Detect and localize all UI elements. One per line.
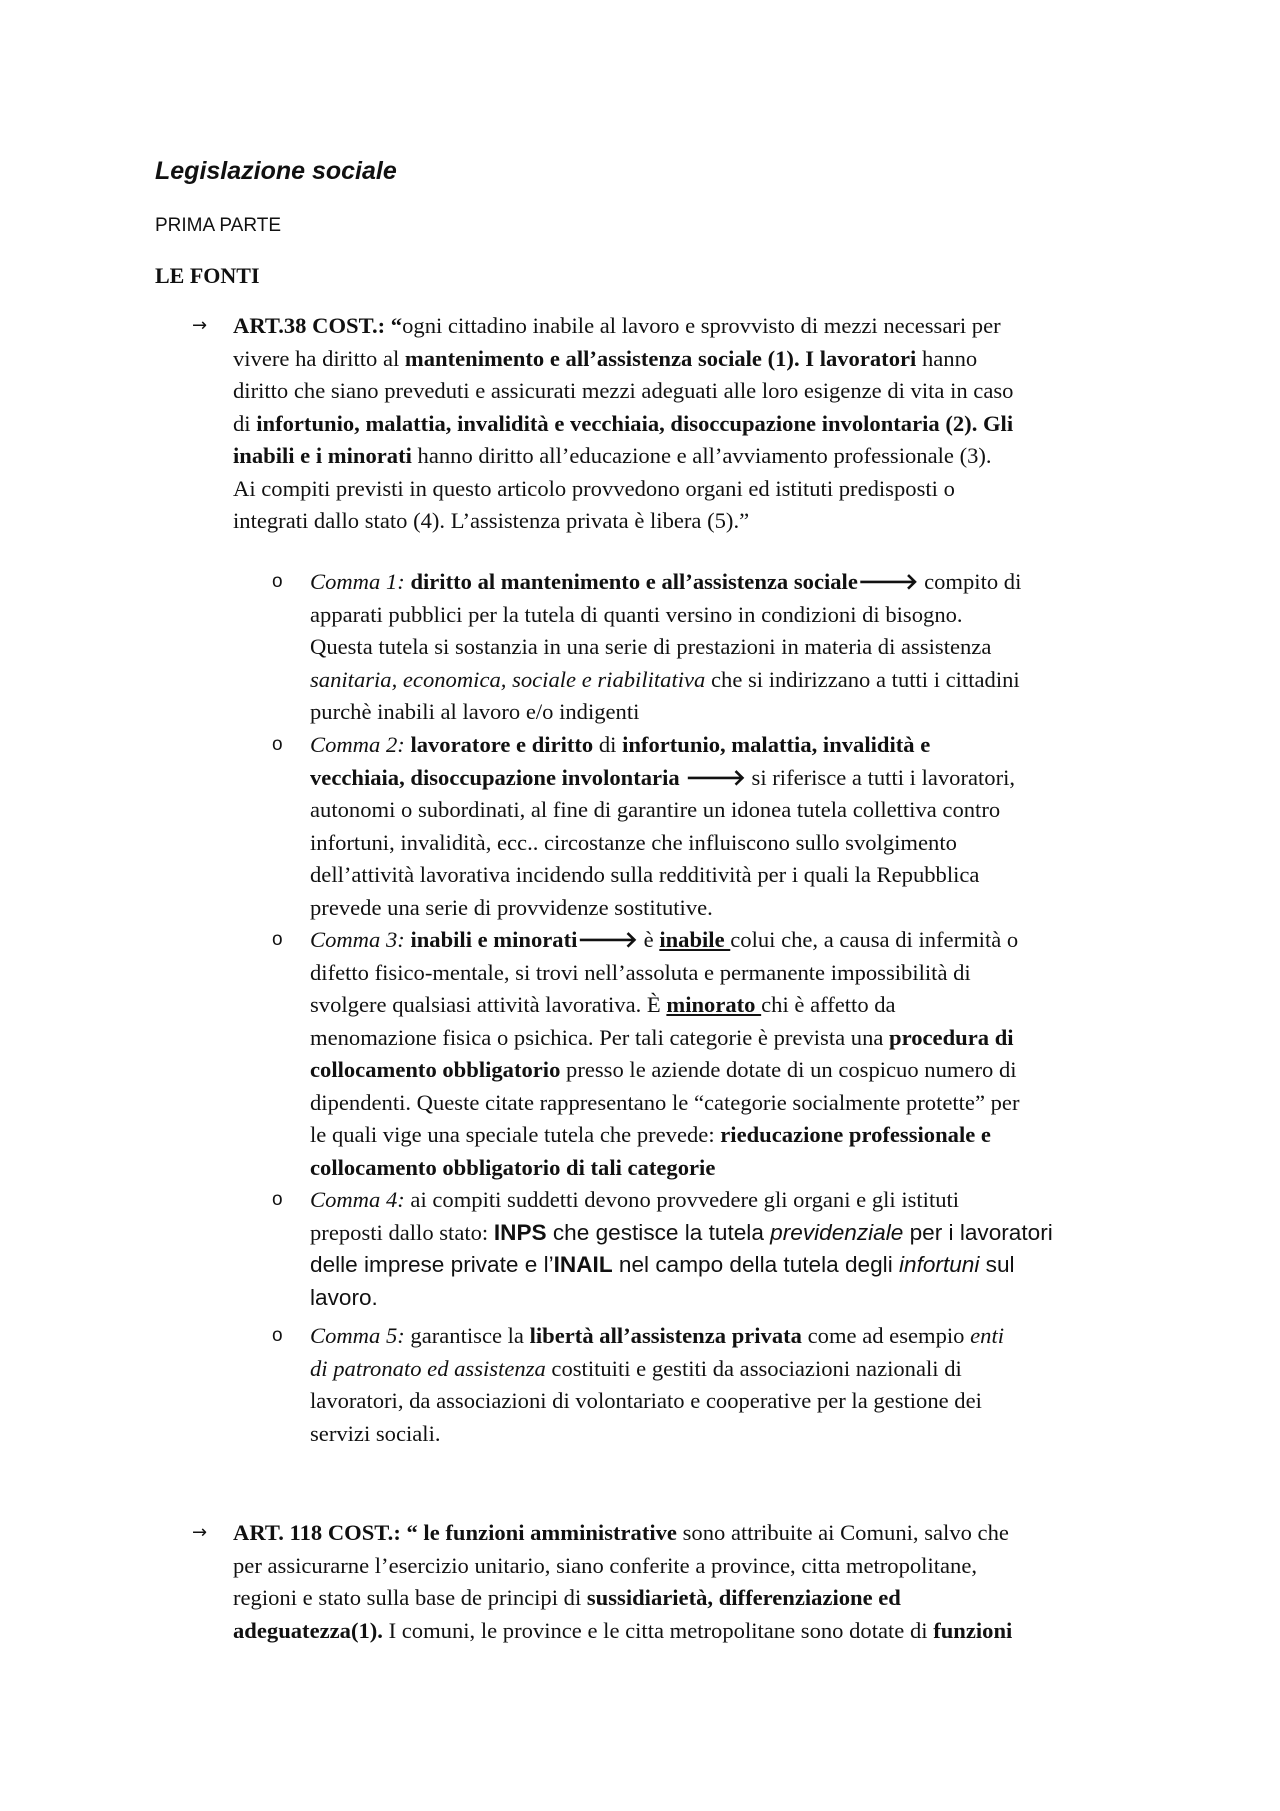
- text-run: per assicurarne l’esercizio unitario, siano conferite a province, citta metropolitane,: [233, 1552, 978, 1578]
- text-run: autonomi o subordinati, al fine di garantire un idonea tutela collettiva contro: [310, 797, 1001, 822]
- text-line: [233, 505, 1133, 538]
- text-run: Ai compiti previsti in questo articolo provvedono organi ed istituti predisposti o: [233, 475, 955, 501]
- text-line: [310, 1282, 1140, 1315]
- circle-bullet-icon: o: [272, 1189, 283, 1210]
- text-run: dipendenti. Queste citate rappresentano le “categorie socialmente protette” per: [310, 1089, 1020, 1115]
- text-run: sono attribuite ai Comuni, salvo che: [676, 1520, 1009, 1545]
- text-line: [310, 696, 1140, 729]
- text-line: [233, 1550, 1133, 1583]
- art38-text: [233, 310, 1133, 538]
- text-line: [233, 310, 1133, 343]
- text-run: Comma 4:: [310, 1187, 405, 1212]
- text-run: INPS: [493, 1219, 547, 1245]
- document-subtitle: PRIMA PARTE: [155, 215, 281, 236]
- circle-bullet-icon: o: [272, 929, 283, 950]
- text-run: garantisce la: [404, 1323, 530, 1348]
- text-run: sul: [979, 1252, 1015, 1277]
- text-run: servizi sociali.: [310, 1420, 441, 1446]
- text-line: [233, 375, 1133, 408]
- circle-bullet-icon: o: [272, 571, 283, 592]
- text-run: regioni e stato sulla base de principi di: [233, 1585, 587, 1610]
- text-run: diritto al mantenimento e all’assistenza sociale: [410, 569, 858, 594]
- text-line: [310, 1054, 1140, 1087]
- text-run: di patronato ed assistenza: [310, 1355, 546, 1381]
- text-line: [233, 473, 1133, 506]
- text-run: di: [593, 732, 623, 757]
- text-run: sanitaria, economica, sociale e riabilitativa: [310, 666, 706, 692]
- comma-2-item: [272, 729, 1140, 924]
- art118-paragraph: [192, 1517, 1133, 1647]
- comma-1-item: [272, 566, 1140, 729]
- text-line: [310, 1087, 1140, 1120]
- text-run: funzioni: [933, 1617, 1013, 1643]
- text-run: è: [637, 927, 660, 952]
- text-line: [310, 599, 1140, 632]
- text-line: [233, 408, 1133, 441]
- text-run: preposti dallo stato:: [310, 1219, 494, 1245]
- text-run: per i lavoratori: [903, 1219, 1053, 1245]
- comma-3-item: [272, 924, 1140, 1184]
- text-line: [310, 1353, 1140, 1386]
- text-line: [310, 1418, 1140, 1451]
- text-run: dell’attività lavorativa incidendo sulla redditività per i quali la Repubblica: [310, 862, 980, 887]
- text-run: come ad esempio: [801, 1323, 971, 1348]
- text-run: inabile: [659, 927, 731, 952]
- text-run: adeguatezza(1).: [233, 1617, 383, 1643]
- text-run: 🡒: [857, 569, 919, 594]
- text-run: collocamento obbligatorio: [310, 1057, 561, 1082]
- circle-bullet-icon: o: [272, 734, 283, 755]
- text-run: hanno diritto all’educazione e all’avviamento professionale (3).: [411, 443, 992, 468]
- text-run: Comma 3:: [310, 927, 405, 952]
- text-run: 🡒: [577, 927, 638, 952]
- text-run: infortunio, malattia, invalidità e vecchiaia, disoccupazione involontaria (2). Gli: [256, 410, 1014, 436]
- text-run: menomazione fisica o psichica. Per tali categorie è prevista una: [310, 1024, 890, 1050]
- text-run: vecchiaia, disoccupazione involontaria: [310, 764, 686, 790]
- text-line: [310, 794, 1140, 827]
- text-run: si riferisce a tutti i lavoratori,: [745, 764, 1016, 790]
- text-line: [310, 827, 1140, 860]
- text-line: [310, 631, 1140, 664]
- text-line: [310, 566, 1140, 599]
- text-line: [310, 924, 1140, 957]
- text-run: svolgere qualsiasi attività lavorativa. È: [310, 992, 667, 1017]
- text-line: [233, 1517, 1133, 1550]
- text-line: [310, 1385, 1140, 1418]
- text-line: [233, 1615, 1133, 1648]
- text-run: compito di: [918, 569, 1022, 594]
- text-run: 🡒: [685, 764, 746, 790]
- art38-paragraph: [192, 310, 1133, 538]
- text-run: lavoratori, da associazioni di volontariato e cooperative per la gestione dei: [310, 1388, 982, 1413]
- text-line: [310, 989, 1140, 1022]
- text-line: [310, 892, 1140, 925]
- text-run: lavoro.: [310, 1284, 378, 1310]
- text-run: vivere ha diritto al: [233, 345, 405, 371]
- text-run: ART. 118 COST.: “ le funzioni amministrative: [233, 1520, 677, 1545]
- text-run: che gestisce la tutela: [546, 1219, 771, 1245]
- comma-2-text: [310, 729, 1140, 924]
- text-run: infortunio, malattia, invalidità e: [622, 732, 931, 757]
- text-run: Questa tutela si sostanzia in una serie di prestazioni in materia di assistenza: [310, 634, 992, 659]
- text-run: INAIL: [553, 1252, 613, 1277]
- text-run: delle imprese private e l’: [310, 1252, 554, 1277]
- text-run: colui che, a causa di infermità o: [730, 927, 1019, 952]
- text-run: mantenimento e all’assistenza sociale (1). I lavoratori: [404, 345, 917, 371]
- text-line: [310, 957, 1140, 990]
- comma-4-item: [272, 1184, 1140, 1314]
- text-run: inabili e i minorati: [233, 443, 412, 468]
- text-run: prevede una serie di provvidenze sostitutive.: [310, 894, 713, 920]
- text-line: [310, 729, 1140, 762]
- text-run: ai compiti suddetti devono provvedere gli organi e gli istituti: [404, 1187, 960, 1212]
- text-line: [310, 1217, 1140, 1250]
- arrow-bullet-icon: →: [192, 315, 208, 336]
- text-run: integrati dallo stato (4). L’assistenza privata è libera (5).”: [233, 508, 750, 533]
- comma-3-text: [310, 924, 1140, 1184]
- text-run: previdenziale: [770, 1219, 904, 1245]
- comma-1-text: [310, 566, 1140, 729]
- text-line: [310, 1022, 1140, 1055]
- text-run: I comuni, le province e le citta metropolitane sono dotate di: [382, 1617, 934, 1643]
- text-run: di: [233, 410, 257, 436]
- text-run: enti: [970, 1323, 1005, 1348]
- comma-4-text: [310, 1184, 1140, 1314]
- text-run: hanno: [916, 345, 978, 371]
- text-run: costituiti e gestiti da associazioni nazionali di: [545, 1355, 962, 1381]
- text-run: ART.38 COST.: “: [233, 313, 403, 338]
- text-run: Comma 2:: [310, 732, 405, 757]
- text-run: collocamento obbligatorio di tali categorie: [310, 1154, 716, 1180]
- text-line: [310, 664, 1140, 697]
- text-run: chi è affetto da: [761, 992, 896, 1017]
- arrow-bullet-icon: →: [192, 1522, 208, 1543]
- text-line: [310, 1184, 1140, 1217]
- text-run: minorato: [666, 992, 762, 1017]
- text-line: [310, 859, 1140, 892]
- text-run: Comma 5:: [310, 1323, 405, 1348]
- art118-text: [233, 1517, 1133, 1647]
- circle-bullet-icon: o: [272, 1325, 283, 1346]
- text-run: presso le aziende dotate di un cospicuo numero di: [560, 1057, 1017, 1082]
- text-run: lavoratore e diritto: [410, 732, 594, 757]
- text-line: [310, 762, 1140, 795]
- text-line: [310, 1249, 1140, 1282]
- text-run: sussidiarietà, differenziazione ed: [586, 1585, 901, 1610]
- text-line: [310, 1152, 1140, 1185]
- text-run: rieducazione professionale e: [720, 1122, 991, 1147]
- text-line: [310, 1320, 1140, 1353]
- text-run: Comma 1:: [310, 569, 405, 594]
- text-run: ogni cittadino inabile al lavoro e sprovvisto di mezzi necessari per: [402, 313, 1001, 338]
- text-run: infortuni: [899, 1252, 980, 1277]
- text-run: purchè inabili al lavoro e/o indigenti: [310, 699, 640, 724]
- text-run: che si indirizzano a tutti i cittadini: [705, 666, 1020, 692]
- section-heading: LE FONTI: [155, 263, 260, 288]
- text-run: le quali vige una speciale tutela che prevede:: [310, 1122, 721, 1147]
- text-run: procedura di: [889, 1024, 1014, 1050]
- text-run: apparati pubblici per la tutela di quanti versino in condizioni di bisogno.: [310, 601, 963, 627]
- text-run: infortuni, invalidità, ecc.. circostanze che influiscono sullo svolgimento: [310, 829, 957, 855]
- comma-5-item: [272, 1320, 1140, 1450]
- text-run: libertà all’assistenza privata: [529, 1323, 802, 1348]
- text-line: [233, 343, 1133, 376]
- text-line: [233, 1582, 1133, 1615]
- document-title: Legislazione sociale: [155, 157, 397, 185]
- comma-5-text: [310, 1320, 1140, 1450]
- text-run: diritto che siano preveduti e assicurati mezzi adeguati alle loro esigenze di vita in caso: [233, 378, 1014, 403]
- text-run: nel campo della tutela degli: [612, 1252, 899, 1277]
- text-line: [310, 1119, 1140, 1152]
- text-run: difetto fisico-mentale, si trovi nell’assoluta e permanente impossibilità di: [310, 959, 971, 985]
- text-run: inabili e minorati: [410, 927, 578, 952]
- text-line: [233, 440, 1133, 473]
